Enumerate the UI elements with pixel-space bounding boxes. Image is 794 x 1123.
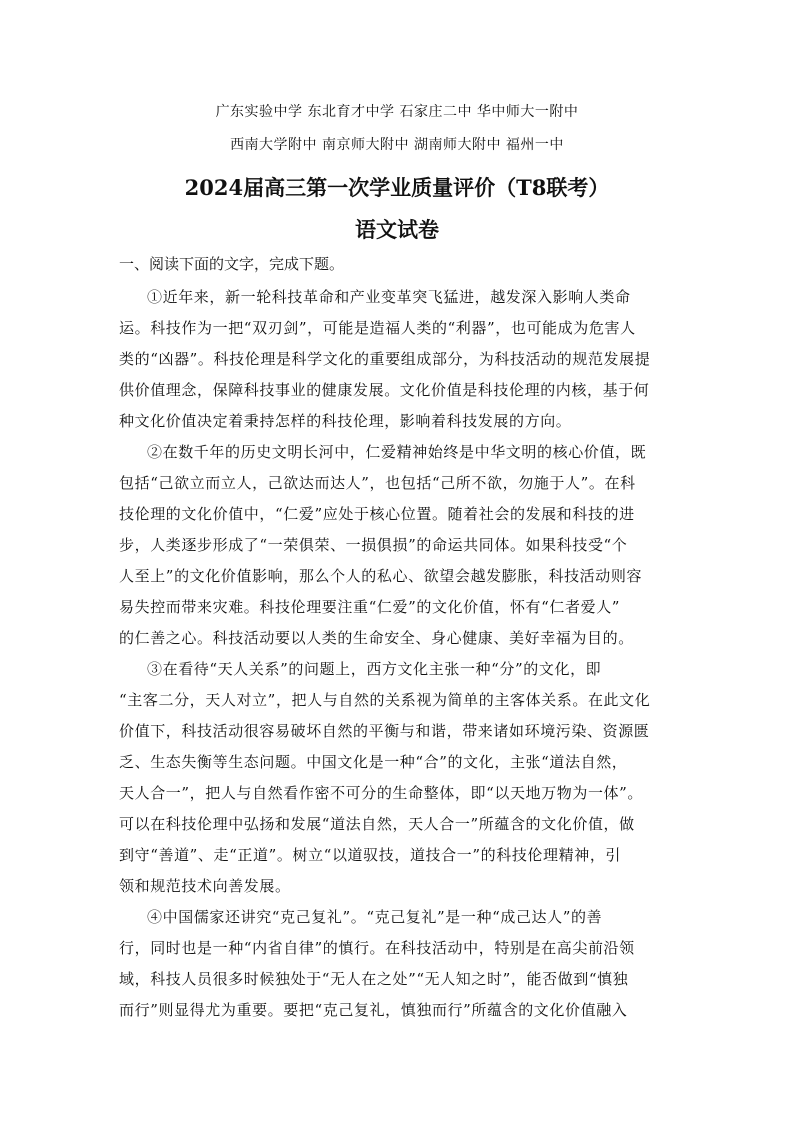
passage-line: 类的“凶器”。科技伦理是科学文化的重要组成部分，为科技活动的规范发展提 [119,350,651,368]
passage-line: 乏、生态失衡等生态问题。中国文化是一种“合”的文化，主张“道法自然， [119,753,628,771]
passage-line: 价值下，科技活动很容易破坏自然的平衡与和谐，带来诸如环境污染、资源匮 [119,722,650,740]
passage-line: 可以在科技伦理中弘扬和发展“道法自然，天人合一”所蕴含的文化价值，做 [119,815,635,833]
school-list-line-2: 西南大学附中 南京师大附中 湖南师大附中 福州一中 [230,137,564,153]
passage-line: 供价值理念，保障科技事业的健康发展。文化价值是科技伦理的内核，基于何 [119,381,650,399]
passage-line: “主客二分，天人对立”，把人与自然的关系视为简单的主客体关系。在此文化 [119,691,651,709]
passage-line: 步，人类逐步形成了“一荣俱荣、一损俱损”的命运共同体。如果科技受“个 [119,536,628,554]
passage-text [119,282,679,1026]
passage-line: ③在看待“天人关系”的问题上，西方文化主张一种“分”的文化，即 [147,660,602,678]
school-list-line-1: 广东实验中学 东北育才中学 石家庄二中 华中师大一附中 [215,104,579,120]
passage-line: ①近年来，新一轮科技革命和产业变革突飞猛进，越发深入影响人类命 [147,288,631,306]
passage-line: 领和规范技术向善发展。 [119,877,291,895]
passage-line: 行，同时也是一种“内省自律”的慎行。在科技活动中，特别是在高尖前沿领 [119,939,635,957]
passage-line: ②在数千年的历史文明长河中，仁爱精神始终是中华文明的核心价值，既 [147,443,647,461]
passage-line: 易失控而带来灾难。科技伦理要注重“仁爱”的文化价值，怀有“仁者爱人” [119,598,621,616]
passage-line: 天人合一”，把人与自然看作密不可分的生命整体，即“以天地万物为一体”。 [119,784,644,802]
exam-subtitle: 语文试卷 [355,217,439,242]
passage-line: ④中国儒家还讲究“克己复礼”。“克己复礼”是一种“成己达人”的善 [147,908,603,926]
passage-line: 运。科技作为一把“双刃剑”，可能是造福人类的“利器”，也可能成为危害人 [119,319,636,337]
passage-line: 人至上”的文化价值影响，那么个人的私心、欲望会越发膨胀，科技活动则容 [119,567,643,585]
section-heading: 一、阅读下面的文字，完成下题。 [119,255,345,273]
passage-line: 技伦理的文化价值中，“仁爱”应处于核心位置。随着社会的发展和科技的进 [119,505,635,523]
passage-line: 域，科技人员很多时候独处于“无人在之处”“无人知之时”，能否做到“慎独 [119,970,629,988]
passage-line: 的仁善之心。科技活动要以人类的生命安全、身心健康、美好幸福为目的。 [119,629,634,647]
passage-line: 到守“善道”、走“正道”。树立“以道驭技，道技合一”的科技伦理精神，引 [119,846,622,864]
passage-line: 而行”则显得尤为重要。要把“克己复礼，慎独而行”所蕴含的文化价值融入 [119,1001,628,1019]
exam-title: 2024届高三第一次学业质量评价（T8联考） [184,175,610,200]
passage-line: 种文化价值决定着秉持怎样的科技伦理，影响着科技发展的方向。 [119,412,572,430]
passage-line: 包括“己欲立而立人，己欲达而达人”，也包括“己所不欲，勿施于人”。在科 [119,474,636,492]
